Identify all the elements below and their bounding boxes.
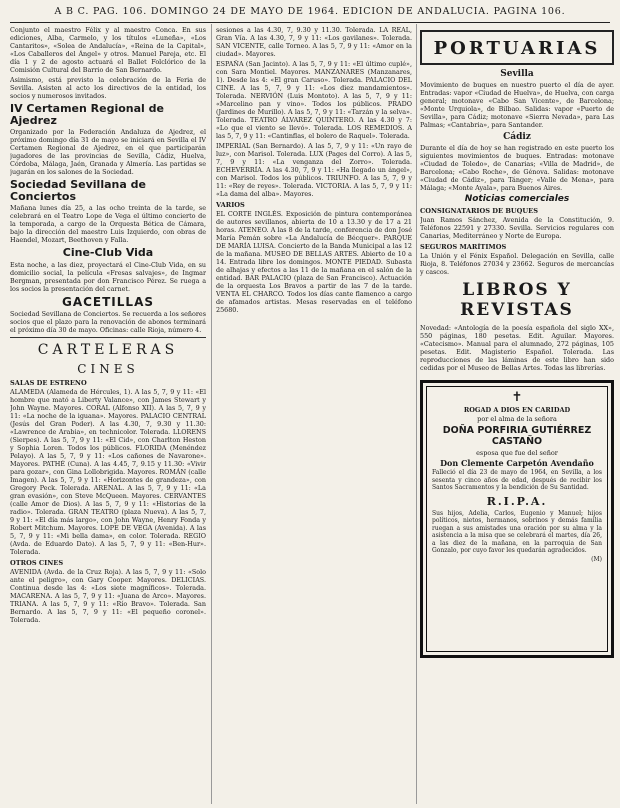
section-heading: Cine-Club Vida bbox=[62, 246, 154, 260]
libros-heading: LIBROS Y REVISTAS bbox=[460, 280, 574, 321]
portuarias-heading: PORTUARIAS bbox=[433, 38, 601, 59]
obituary-line: por el alma de la señora bbox=[477, 415, 557, 424]
section-heading: Noticias comerciales bbox=[464, 194, 570, 204]
portuarias-masthead-box bbox=[420, 30, 614, 65]
listing-text: sesiones a las 4.30, 7, 9.30 y 11.30. Tolerada. LA REAL, Gran Vía. A las 4.30, 7, 9 y 11: «Los gavilanes». Tolerada. SAN VICENTE, calle Torneo. A las 5, 7, 9 y 11: «Amor en la ciudad». Mayores. bbox=[216, 26, 412, 58]
article-text: Sociedad Sevillana de Conciertos. Se recuerda a los señores socios que el plazo para la renovación de abonos terminará el próximo día 30 de mayo. Oficinas: calle Rioja, número 4. bbox=[10, 310, 206, 335]
obituary-box bbox=[420, 380, 614, 658]
column-right bbox=[420, 26, 614, 802]
section-heading: GACETILLAS bbox=[61, 294, 154, 309]
section-heading: IV Certamen Regional de Ajedrez bbox=[10, 102, 164, 127]
subsection-heading: SEGUROS MARÍTIMOS bbox=[420, 243, 507, 252]
deceased-name: DOÑA PORFIRIA GUTIÉRREZ CASTAÑO bbox=[442, 425, 592, 448]
subsection-heading: OTROS CINES bbox=[10, 559, 64, 568]
column-left bbox=[10, 26, 206, 802]
divider bbox=[10, 337, 206, 338]
city-heading: Cádiz bbox=[503, 132, 531, 142]
rip-label: R.I.P.A. bbox=[486, 494, 548, 508]
carteleras-heading: CARTELERAS bbox=[37, 342, 179, 359]
article-text: Durante el día de hoy se han registrado en este puerto los siguientes movimientos de buques. Entradas: motonave «Ciudad de Toledo», de Canarias; «Villa de Madrid», de Barcelona; «Cabo Roche», de Génova. Salidas: motonave «Ciudad de Cádiz», para Tánger; «Valle de Mena», para Málaga; «Monte Ayala», para Buenos Aires. bbox=[420, 144, 614, 192]
article-text: Movimiento de buques en nuestro puerto el día de ayer. Entradas: vapor «Ciudad de Huelva», de Huelva, con carga general; motonave «Cabo San Vicente», de Barcelona; «Monte Urquiola», de Bilbao. Salidas: vapor «Puerto de Sevilla», para Cádiz; motonave «Sierra Nevada», para Las Palmas; «Cantabria», para Santander. bbox=[420, 81, 614, 129]
obituary-text: Sus hijos, Adelia, Carlos, Eugenio y Manuel; hijos políticos, nietos, hermanos, sobrinos y demás familia ruegan a sus amistades una oración por su alma y la asistencia a la misa que se celebrará el martes, día 26, a las diez de la mañana, en la parroquia de San Gonzalo, por cuyo favor les quedarán agradecidos. bbox=[432, 509, 602, 555]
article-text: Novedad: «Antología de la poesía española del siglo XX», 550 páginas, 180 pesetas. Edit. Aguilar. Mayores. «Catecismo». Manual para el alumnado, 272 páginas, 105 pesetas. Edit. Magisterio Español. Tolerada. Las reproducciones de las láminas de este libro han sido cedidas por el Museo de Bellas Artes. Todas las librerías. bbox=[420, 324, 614, 373]
page-header: A B C. PAG. 106. DOMINGO 24 DE MAYO DE 1964. EDICION DE ANDALUCIA. PAGINA 106. bbox=[10, 6, 610, 23]
listing-text: ALAMEDA (Alameda de Hércules, 1). A las 5, 7, 9 y 11: «El hombre que mató a Liberty Valance», con James Stewart y John Wayne. Mayores. CORAL (Alfonso XII). A las 5, 7, 9 y 11: «La noche de la iguana». Mayores. PALACIO CENTRAL (Jesús del Gran Poder). A las 4.30, 7, 9.30 y 11.30: «Lawrence de Arabia», en technicolor. Tolerada. LLORENS (Sierpes). A las 5, 7, 9 y 11: «El Cid», con Charlton Heston y Sophia Loren. Todos los públicos. FLORIDA (Menéndez Pelayo). A las 5, 7, 9 y 11: «Los cañones de Navarone». Mayores. PATHÉ (Cuna). A las 4.45, 7, 9.15 y 11.30: «Vivir para gozar», con Gina Lollobrigida. Mayores. ROMÁN (calle Imagen). A las 5, 7, 9 y 11: «Horizontes de grandeza», con Gregory Peck. Tolerada. ARENAL. A las 5, 7, 9 y 11: «La gran evasión», con Steve McQueen. Mayores. CERVANTES (calle Amor de Dios). A las 5, 7, 9 y 11: «Historias de la radio». Tolerada. GRAN TEATRO (plaza Nueva). A las 5, 7, 9 y 11: «El día más largo», con John Wayne, Henry Fonda y Robert Mitchum. Mayores. LOPE DE VEGA (Avenida). A las 5, 7, 9 y 11: «Mi bella dama», en color. Tolerada. REGIO (Avda. de Eduardo Dato). A las 5, 7, 9 y 11: «Ben-Hur». Tolerada. bbox=[10, 388, 206, 557]
section-heading: Sociedad Sevillana de Conciertos bbox=[10, 178, 146, 203]
article-text: La Unión y el Fénix Español. Delegación en Sevilla, calle Rioja, 8. Teléfonos 27034 y 23662. Seguros de mercancías y cascos. bbox=[420, 252, 614, 277]
city-heading: Sevilla bbox=[500, 69, 534, 79]
obituary-text: Falleció el día 23 de mayo de 1964, en Sevilla, a los sesenta y cinco años de edad, después de recibir los Santos Sacramentos y la bendición de Su Santidad. bbox=[432, 469, 602, 492]
obituary-inner bbox=[426, 386, 608, 652]
article-text: Mañana lunes día 25, a las ocho treinta de la tarde, se celebrará en el Teatro Lope de Vega el último concierto de la temporada, a cargo de la Orquesta Bética de Cámara, bajo la dirección del maestro Luis Izquierdo, con obras de Haendel, Mozart, Beethoven y Falla. bbox=[10, 204, 206, 245]
obituary-line: esposa que fue del señor bbox=[476, 449, 558, 458]
listing-text: IMPERIAL (San Bernardo). A las 5, 7, 9 y 11: «Un rayo de luz», con Marisol. Tolerada. LUX (Pages del Corro). A las 5, 7, 9 y 11: «La venganza del Zorro». Tolerada. ECHEVERRÍA. A las 4.30, 7, 9 y 11: «Ha llegado un ángel», con Marisol. Todos los públicos. TRIUNFO. A las 5, 7, 9 y 11: «Rey de reyes». Tolerada. VICTORIA. A las 5, 7, 9 y 11: «La dama del alba». Mayores. bbox=[216, 142, 412, 198]
subsection-heading: SALAS DE ESTRENO bbox=[10, 379, 87, 388]
obituary-ref: (M) bbox=[591, 555, 602, 563]
column-rule bbox=[416, 24, 417, 804]
article-text: Juan Ramos Sánchez, Avenida de la Constitución, 9. Teléfonos 22591 y 27330. Sevilla. Servicios regulares con Canarias, Mediterráneo y Norte de Europa. bbox=[420, 216, 614, 241]
article-text: Organizado por la Federación Andaluza de Ajedrez, el próximo domingo día 31 de mayo se iniciará en Sevilla el IV Certamen Regional de Ajedrez, en el que participarán jugadores de las provincias de Sevilla, Cádiz, Huelva, Córdoba, Málaga, Jaén, Granada y Almería. Las partidas se jugarán en los salones de la Sociedad. bbox=[10, 128, 206, 177]
listing-text: ESPAÑA (San Jacinto). A las 5, 7, 9 y 11: «El último cuplé», con Sara Montiel. Mayores. MANZANARES (Manzanares, 1). Desde las 4: «El gran Caruso». Tolerada. PALACIO DEL CINE. A las 5, 7, 9 y 11: «Los diez mandamientos». Tolerada. NERVIÓN (Luis Montoto). A las 5, 7, 9 y 11: «Marcelino pan y vino». Todos los públicos. PRADO (Jardines de Murillo). A las 5, 7, 9 y 11: «Tarzán y la selva». Tolerada. TEATRO ÁLVAREZ QUINTERO. A las 4.30 y 7: «Lo que el viento se llevó». Tolerada. LOS REMEDIOS. A las 5, 7, 9 y 11: «Cantinflas, el bolero de Raquel». Tolerada. bbox=[216, 60, 412, 140]
article-text: Conjunto el maestro Félix y al maestro Conca. En sus ediciones, Alba, Carmelo, y los títulos «Luneña», «Los Cantaritos», «Solea de Andalucía», «Reina de la Capital», «Los Caballeros del Ángel» y otros. Manuel Pareja, etc. El día 1 y 2 de agosto actuará el Ballet Folclórico de la Comisión Cultural del Barrio de San Bernardo. bbox=[10, 26, 206, 74]
listing-text: AVENIDA (Avda. de la Cruz Roja). A las 5, 7, 9 y 11: «Solo ante el peligro», con Gary Cooper. Mayores. DELICIAS. Continua desde las 4: «Los siete magníficos». Tolerada. MACARENA. A las 5, 7, 9 y 11: «Juana de Arco». Mayores. TRIANA. A las 5, 7, 9 y 11: «Río Bravo». Tolerada. San Bernardo. A las 5, 7, 9 y 11: «El pequeño coronel». Tolerada. bbox=[10, 568, 206, 625]
listing-text: EL CORTE INGLÉS. Exposición de pintura contemporánea de autores sevillanos, abierta de 10 a 13.30 y de 17 a 21 horas. ATENEO. A las 8 de la tarde, conferencia de don José María Pemán sobre «La Andalucía de Bécquer». PARQUE DE MARÍA LUISA. Concierto de la Banda Municipal a las 12 de la mañana. MUSEO DE BELLAS ARTES. Abierto de 10 a 14. Entrada libre los domingos. MONTE PIEDAD. Subasta de alhajas y efectos a las 11 de la mañana en el salón de la entidad. BAR PALACIO (plaza de San Francisco). Actuación de la orquesta Los Bravos a partir de las 7 de la tarde. VENTA EL CHARCO. Todos los días cante flamenco a cargo de afamados artistas. Mesas reservadas en el teléfono 25680. bbox=[216, 210, 412, 314]
subsection-heading: CONSIGNATARIOS DE BUQUES bbox=[420, 207, 538, 216]
cines-heading: CINES bbox=[77, 362, 139, 377]
article-text: Esta noche, a las diez, proyectará el Cine-Club Vida, en su domicilio social, la película «Fresas salvajes», de Ingmar Bergman, presentada por don Francisco Pérez. Se ruega a los socios la presentación del carnet. bbox=[10, 260, 206, 293]
column-rule bbox=[211, 24, 212, 804]
cross-icon: ✝ bbox=[511, 390, 523, 406]
article-text: Asimismo, está previsto la celebración de la Feria de Sevilla. Asisten al acto los directivos de la entidad, los socios y numerosos invitados. bbox=[10, 76, 206, 100]
column-middle bbox=[216, 26, 412, 802]
spouse-name: Don Clemente Carpetón Avendaño bbox=[440, 458, 594, 469]
subsection-heading: VARIOS bbox=[216, 201, 245, 209]
obituary-line: ROGAD A DIOS EN CARIDAD bbox=[463, 406, 571, 415]
